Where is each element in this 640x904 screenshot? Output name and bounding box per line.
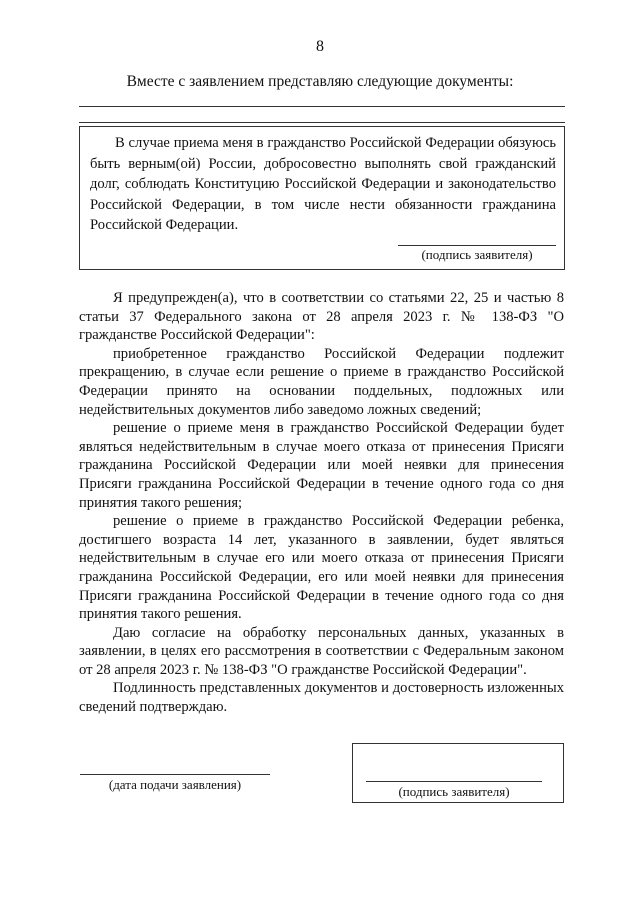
warning-item: решение о приеме меня в гражданство Российской Федерации будет являться недействительным в случае моего отказа от принесения Присяги гражданина Российской Федерации или моей неявки для принесения Присяги гражданина Российской Федерации в течение одного года со дня принятия такого решения; <box>79 420 564 511</box>
oath-signature-line[interactable] <box>398 245 556 246</box>
documents-line-2[interactable] <box>79 122 565 123</box>
warning-item: решение о приеме в гражданство Российской Федерации ребенка, достигшего возраста 14 лет, указанного в заявлении, будет являться недействительным в случае его или моего отказа от принесения Присяги гражданина Российской Федерации, его или моей неявки для принесения Присяги гражданина Российской Федерации в течение одного года со дня принятия такого решения. <box>79 513 564 623</box>
date-line[interactable] <box>80 774 270 775</box>
confirmation-paragraph: Подлинность представленных документов и достоверность изложенных сведений подтверждаю. <box>79 680 564 716</box>
date-caption: (дата подачи заявления) <box>108 777 242 792</box>
main-text <box>79 289 564 717</box>
warning-intro: Я предупрежден(а), что в соответствии со статьями 22, 25 и частью 8 статьи 37 Федерального закона от 28 апреля 2023 г. № 138-ФЗ "О гражданстве Российской Федерации": <box>79 290 564 344</box>
warning-item: приобретенное гражданство Российской Федерации подлежит прекращению, в случае если решение о приеме в гражданство Российской Федерации принято на основании поддельных, подложных или недействительных документов либо заведомо ложных сведений; <box>79 345 564 418</box>
consent-paragraph: Даю согласие на обработку персональных данных, указанных в заявлении, в целях его рассмотрения в соответствии с Федеральным законом от 28 апреля 2023 г. № 138-ФЗ "О гражданстве Российской Федерации". <box>79 624 564 678</box>
page-number: 8 <box>316 38 324 55</box>
oath-paragraph: В случае приема меня в гражданство Российской Федерации обязуюсь быть верным(ой) России, добросовестно выполнять свой гражданский долг, соблюдать Конституцию Российской Федерации и законодательство Российской Федерации, в том числе нести обязанности гражданина Российской Федерации. <box>90 135 556 233</box>
signature-caption: (подпись заявителя) <box>398 784 510 799</box>
oath-text <box>90 133 556 236</box>
oath-signature-caption: (подпись заявителя) <box>421 247 533 262</box>
documents-heading: Вместе с заявлением представляю следующие документы: <box>126 73 514 90</box>
documents-line-1[interactable] <box>79 106 565 107</box>
signature-line[interactable] <box>366 781 542 782</box>
